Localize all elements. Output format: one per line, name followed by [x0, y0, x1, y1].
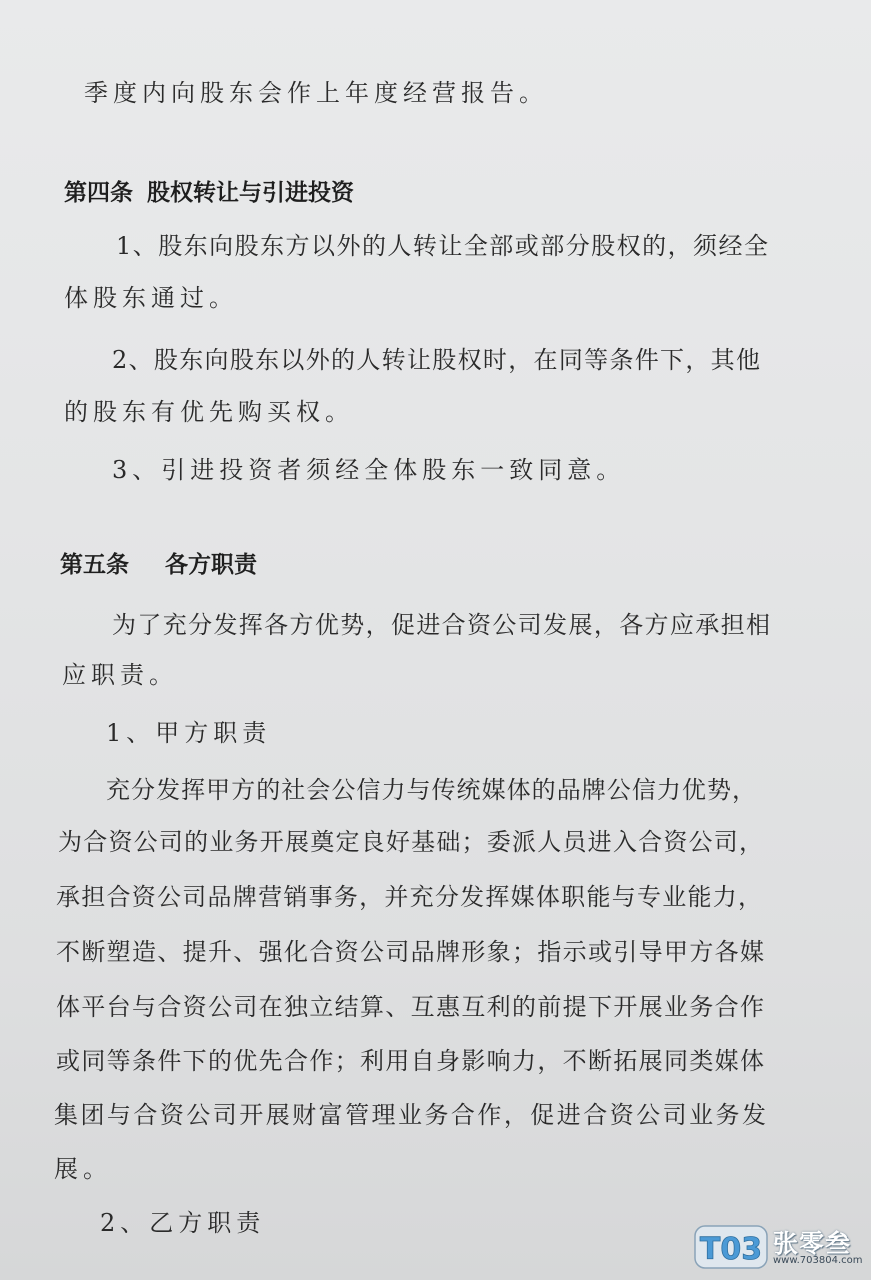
text-line: 或同等条件下的优先合作；利用自身影响力，不断拓展同类媒体: [56, 1047, 764, 1075]
text-line: 体股东通过。: [64, 284, 238, 312]
article-4-heading: [64, 178, 354, 208]
logo-text: T03: [699, 1232, 763, 1267]
text-line: 应职责。: [62, 661, 178, 689]
text-line: 为合资公司的业务开展奠定良好基础；委派人员进入合资公司，: [58, 828, 763, 856]
site-name: 张零叁: [773, 1229, 852, 1258]
site-url: www.703804.com: [773, 1255, 863, 1266]
text-line: 2、股东向股东以外的人转让股权时，在同等条件下，其他: [112, 346, 760, 374]
article-5-heading: [60, 550, 257, 580]
text-line: 的股东有优先购买权。: [64, 398, 354, 426]
article-number: 第五条: [60, 552, 129, 578]
text-line: 2、乙方职责: [100, 1209, 266, 1237]
text-line: 不断塑造、提升、强化合资公司品牌形象；指示或引导甲方各媒: [56, 938, 764, 966]
article-title: 股权转让与引进投资: [147, 180, 354, 206]
article-title: 各方职责: [165, 552, 257, 578]
site-watermark: [693, 1222, 863, 1272]
site-logo-icon: [693, 1222, 769, 1272]
text-line: 季度内向股东会作上年度经营报告。: [84, 79, 548, 107]
text-line: 充分发挥甲方的社会公信力与传统媒体的品牌公信力优势，: [106, 776, 756, 804]
text-line: 体平台与合资公司在独立结算、互惠互利的前提下开展业务合作: [56, 993, 764, 1021]
text-line: 承担合资公司品牌营销事务，并充分发挥媒体职能与专业能力，: [56, 883, 762, 911]
text-line: 1、股东向股东方以外的人转让全部或部分股权的，须经全: [116, 232, 768, 260]
text-line: 3、引进投资者须经全体股东一致同意。: [112, 456, 626, 484]
text-line: 为了充分发挥各方优势，促进合资公司发展，各方应承担相: [112, 611, 770, 639]
text-line: 1、甲方职责: [106, 719, 272, 747]
text-line: 集团与合资公司开展财富管理业务合作，促进合资公司业务发: [54, 1101, 766, 1129]
article-number: 第四条: [64, 180, 133, 206]
text-line: 展。: [54, 1155, 112, 1183]
